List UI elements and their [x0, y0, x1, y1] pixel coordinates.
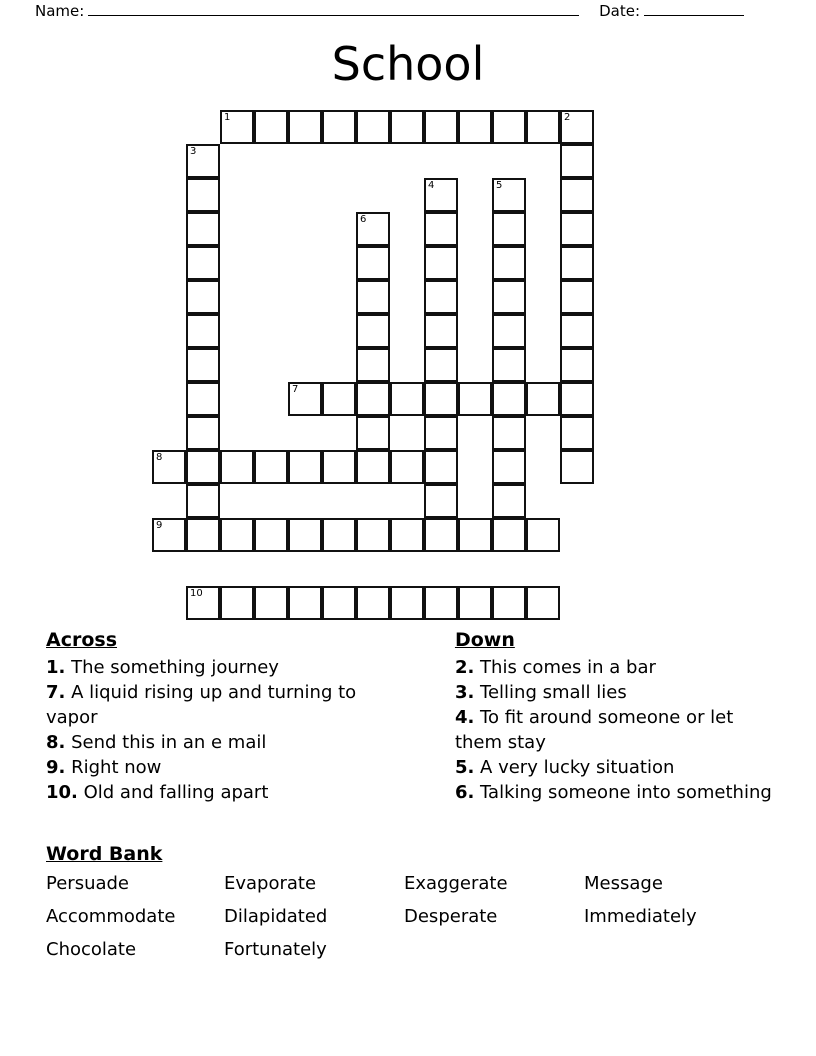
grid-cell[interactable]	[424, 246, 458, 280]
grid-cell[interactable]	[458, 586, 492, 620]
clue-text: This comes in a bar	[474, 657, 656, 678]
grid-cell[interactable]	[186, 280, 220, 314]
clue-text: To fit around someone or let them stay	[454, 707, 734, 753]
clue-number: 6.	[454, 782, 475, 803]
grid-cell-number: 5	[496, 180, 503, 191]
word-bank-word[interactable]: Accommodate	[46, 906, 176, 927]
grid-cell[interactable]	[322, 586, 356, 620]
across-clue-9	[46, 755, 407, 780]
grid-cell[interactable]	[356, 212, 390, 246]
grid-cell[interactable]	[220, 110, 254, 144]
grid-cell[interactable]	[220, 518, 254, 552]
clue-text: The something journey	[65, 657, 279, 678]
grid-cell[interactable]	[424, 416, 458, 450]
grid-cell-number: 9	[156, 520, 163, 531]
grid-cell[interactable]	[186, 144, 220, 178]
grid-cell[interactable]	[492, 110, 526, 144]
grid-cell[interactable]	[288, 450, 322, 484]
grid-cell[interactable]	[254, 110, 288, 144]
grid-cell-number: 8	[156, 452, 163, 463]
grid-cell[interactable]	[288, 518, 322, 552]
across-clue-8	[46, 730, 407, 755]
grid-cell[interactable]	[186, 348, 220, 382]
down-clue-5	[455, 755, 776, 780]
clue-text: Talking someone into something	[474, 782, 772, 803]
grid-cell[interactable]	[288, 586, 322, 620]
word-bank-word[interactable]: Dilapidated	[224, 906, 328, 927]
grid-cell[interactable]	[526, 586, 560, 620]
date-label: Date:	[599, 2, 640, 20]
grid-cell[interactable]	[526, 382, 560, 416]
grid-cell[interactable]	[560, 178, 594, 212]
grid-cell[interactable]	[356, 110, 390, 144]
grid-cell[interactable]	[390, 382, 424, 416]
across-clue-10	[46, 780, 407, 805]
clues-section	[0, 628, 816, 843]
grid-cell[interactable]	[560, 416, 594, 450]
grid-cell[interactable]	[356, 586, 390, 620]
grid-cell[interactable]	[186, 382, 220, 416]
page-title: School	[331, 37, 485, 91]
grid-cell[interactable]	[492, 382, 526, 416]
grid-cell[interactable]	[560, 382, 594, 416]
grid-cell[interactable]	[186, 178, 220, 212]
grid-cell[interactable]	[526, 518, 560, 552]
grid-cell[interactable]	[424, 314, 458, 348]
grid-cell[interactable]	[356, 450, 390, 484]
grid-cell[interactable]	[424, 110, 458, 144]
grid-cell[interactable]	[492, 246, 526, 280]
down-clue-6	[455, 780, 776, 805]
grid-cell[interactable]	[424, 518, 458, 552]
grid-cell[interactable]	[458, 110, 492, 144]
grid-cell[interactable]	[560, 110, 594, 144]
grid-cell-number: 3	[190, 146, 197, 157]
grid-cell-number: 6	[360, 214, 367, 225]
word-bank-word[interactable]: Message	[584, 873, 663, 894]
across-clue-1	[46, 655, 407, 680]
word-bank-section	[46, 841, 786, 964]
clue-text: A very lucky situation	[474, 757, 675, 778]
grid-cell[interactable]	[356, 246, 390, 280]
grid-cell[interactable]	[322, 518, 356, 552]
grid-cell[interactable]	[560, 314, 594, 348]
grid-cell[interactable]	[220, 586, 254, 620]
word-bank-word[interactable]: Persuade	[46, 873, 130, 894]
grid-cell[interactable]	[322, 450, 356, 484]
clue-text: Telling small lies	[474, 682, 627, 703]
word-bank-word[interactable]: Immediately	[584, 906, 697, 927]
grid-cell[interactable]	[356, 518, 390, 552]
grid-cell-number: 2	[564, 112, 571, 123]
grid-cell[interactable]	[424, 280, 458, 314]
down-clue-3	[455, 680, 776, 705]
name-label: Name:	[35, 2, 85, 20]
grid-cell[interactable]	[254, 518, 288, 552]
grid-cell[interactable]	[458, 382, 492, 416]
grid-cell[interactable]	[186, 416, 220, 450]
grid-cell[interactable]	[526, 110, 560, 144]
down-clue-list	[455, 655, 776, 805]
grid-cell[interactable]	[152, 450, 186, 484]
clue-number: 1.	[46, 657, 66, 678]
grid-cell-number: 10	[190, 588, 203, 599]
grid-cell[interactable]	[424, 382, 458, 416]
grid-cell[interactable]	[254, 450, 288, 484]
grid-cell-number: 1	[224, 112, 231, 123]
clue-number: 2.	[454, 657, 475, 678]
word-bank-word[interactable]: Fortunately	[224, 939, 327, 960]
grid-cell[interactable]	[492, 416, 526, 450]
grid-cell[interactable]	[560, 212, 594, 246]
grid-cell[interactable]	[492, 178, 526, 212]
grid-cell[interactable]	[492, 484, 526, 518]
grid-cell[interactable]	[390, 110, 424, 144]
clue-text: Send this in an e mail	[65, 732, 267, 753]
word-bank-heading: Word Bank	[46, 843, 163, 865]
grid-cell[interactable]	[424, 586, 458, 620]
word-bank-word[interactable]: Chocolate	[46, 939, 137, 960]
grid-cell[interactable]	[186, 212, 220, 246]
grid-cell[interactable]	[492, 314, 526, 348]
grid-cell[interactable]	[492, 518, 526, 552]
word-bank-word[interactable]: Evaporate	[224, 873, 317, 894]
grid-cell[interactable]	[492, 212, 526, 246]
grid-cell[interactable]	[254, 586, 288, 620]
clue-number: 8.	[46, 732, 66, 753]
clue-text: Right now	[65, 757, 162, 778]
clue-number: 9.	[46, 757, 66, 778]
grid-cell[interactable]	[322, 110, 356, 144]
across-clues-column	[46, 628, 407, 843]
across-heading: Across	[46, 629, 118, 651]
grid-cell[interactable]	[356, 416, 390, 450]
clue-number: 4.	[454, 707, 475, 728]
grid-cell[interactable]	[356, 314, 390, 348]
clue-text: Old and falling apart	[77, 782, 269, 803]
grid-cell[interactable]	[356, 280, 390, 314]
grid-cell[interactable]	[390, 586, 424, 620]
grid-cell[interactable]	[288, 382, 322, 416]
word-bank-word[interactable]: Desperate	[404, 906, 498, 927]
grid-cell[interactable]	[492, 586, 526, 620]
grid-cell[interactable]	[560, 280, 594, 314]
grid-cell[interactable]	[356, 348, 390, 382]
grid-cell[interactable]	[560, 144, 594, 178]
grid-cell[interactable]	[458, 518, 492, 552]
word-bank-list	[46, 869, 786, 964]
grid-cell[interactable]	[560, 348, 594, 382]
grid-cell[interactable]	[492, 348, 526, 382]
down-clues-column	[407, 628, 776, 843]
grid-cell[interactable]	[186, 246, 220, 280]
clue-number: 7.	[46, 682, 66, 703]
grid-cell[interactable]	[288, 110, 322, 144]
grid-cell[interactable]	[186, 314, 220, 348]
down-clue-4	[455, 705, 776, 755]
grid-cell[interactable]	[322, 382, 356, 416]
grid-cell[interactable]	[424, 212, 458, 246]
grid-cell[interactable]	[424, 178, 458, 212]
grid-cell[interactable]	[186, 484, 220, 518]
grid-cell[interactable]	[424, 484, 458, 518]
grid-cell[interactable]	[220, 450, 254, 484]
across-clue-list	[46, 655, 407, 805]
grid-cell-number: 7	[292, 384, 299, 395]
clue-number: 3.	[454, 682, 475, 703]
across-clue-7	[46, 680, 407, 730]
grid-cell[interactable]	[424, 348, 458, 382]
down-heading: Down	[454, 629, 515, 651]
grid-cell[interactable]	[560, 246, 594, 280]
grid-cell[interactable]	[186, 518, 220, 552]
grid-cell[interactable]	[560, 450, 594, 484]
clue-text: A liquid rising up and turning to vapor	[46, 682, 357, 728]
down-clue-2	[455, 655, 776, 680]
word-bank-word[interactable]: Exaggerate	[404, 873, 508, 894]
grid-cell[interactable]	[424, 450, 458, 484]
grid-cell[interactable]	[356, 382, 390, 416]
grid-cell[interactable]	[390, 518, 424, 552]
grid-cell-number: 4	[428, 180, 435, 191]
grid-cell[interactable]	[152, 518, 186, 552]
grid-cell[interactable]	[186, 586, 220, 620]
grid-cell[interactable]	[186, 450, 220, 484]
grid-cell[interactable]	[492, 450, 526, 484]
clue-number: 5.	[454, 757, 475, 778]
grid-cell[interactable]	[390, 450, 424, 484]
grid-cell[interactable]	[492, 280, 526, 314]
clue-number: 10.	[46, 782, 78, 803]
